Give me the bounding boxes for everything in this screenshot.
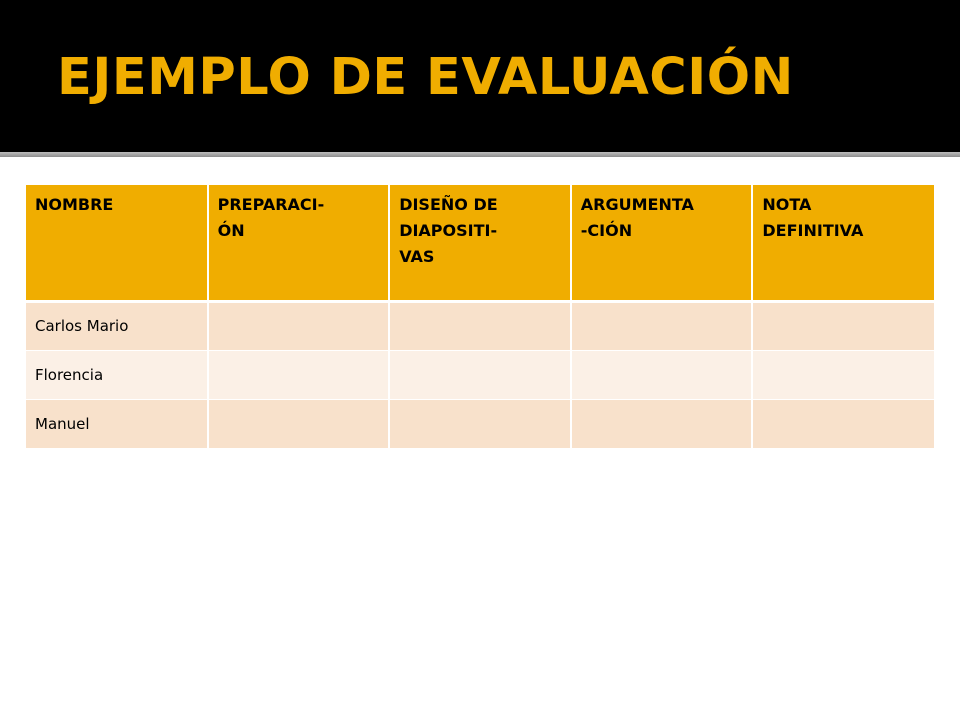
header-line: NOTA xyxy=(762,195,812,214)
preparacion-cell xyxy=(208,350,390,399)
diseno-cell xyxy=(389,399,571,448)
student-name-cell: Manuel xyxy=(26,399,208,448)
student-name-cell: Carlos Mario xyxy=(26,301,208,350)
header-line: ARGUMENTA xyxy=(580,195,694,214)
table-header-row xyxy=(26,185,934,301)
table-row xyxy=(26,350,934,399)
header-line: DEFINITIVA xyxy=(762,221,864,240)
nota-definitiva-cell xyxy=(752,399,934,448)
title-divider xyxy=(0,152,960,157)
header-line: PREPARACI- xyxy=(217,195,325,214)
diseno-cell xyxy=(389,350,571,399)
header-line: NOMBRE xyxy=(35,195,114,214)
header-line: DIAPOSITI- xyxy=(399,221,498,240)
nota-definitiva-cell xyxy=(752,301,934,350)
nota-definitiva-cell xyxy=(752,350,934,399)
slide-title: EJEMPLO DE EVALUACIÓN xyxy=(57,48,794,107)
diseno-cell xyxy=(389,301,571,350)
student-name-cell: Florencia xyxy=(26,350,208,399)
argumentacion-cell xyxy=(571,350,753,399)
argumentacion-cell xyxy=(571,301,753,350)
table-row xyxy=(26,399,934,448)
evaluation-table xyxy=(26,185,934,449)
header-line: DISEÑO DE xyxy=(399,195,498,214)
preparacion-cell xyxy=(208,301,390,350)
header-argumentacion xyxy=(571,185,753,301)
header-diseno-diapositivas xyxy=(389,185,571,301)
header-nota-definitiva xyxy=(752,185,934,301)
header-line: VAS xyxy=(399,247,435,266)
title-bar xyxy=(0,0,960,152)
header-line: -CIÓN xyxy=(580,221,633,240)
table-row xyxy=(26,301,934,350)
header-line: ÓN xyxy=(217,221,245,240)
header-nombre xyxy=(26,185,208,301)
argumentacion-cell xyxy=(571,399,753,448)
header-preparacion xyxy=(208,185,390,301)
preparacion-cell xyxy=(208,399,390,448)
